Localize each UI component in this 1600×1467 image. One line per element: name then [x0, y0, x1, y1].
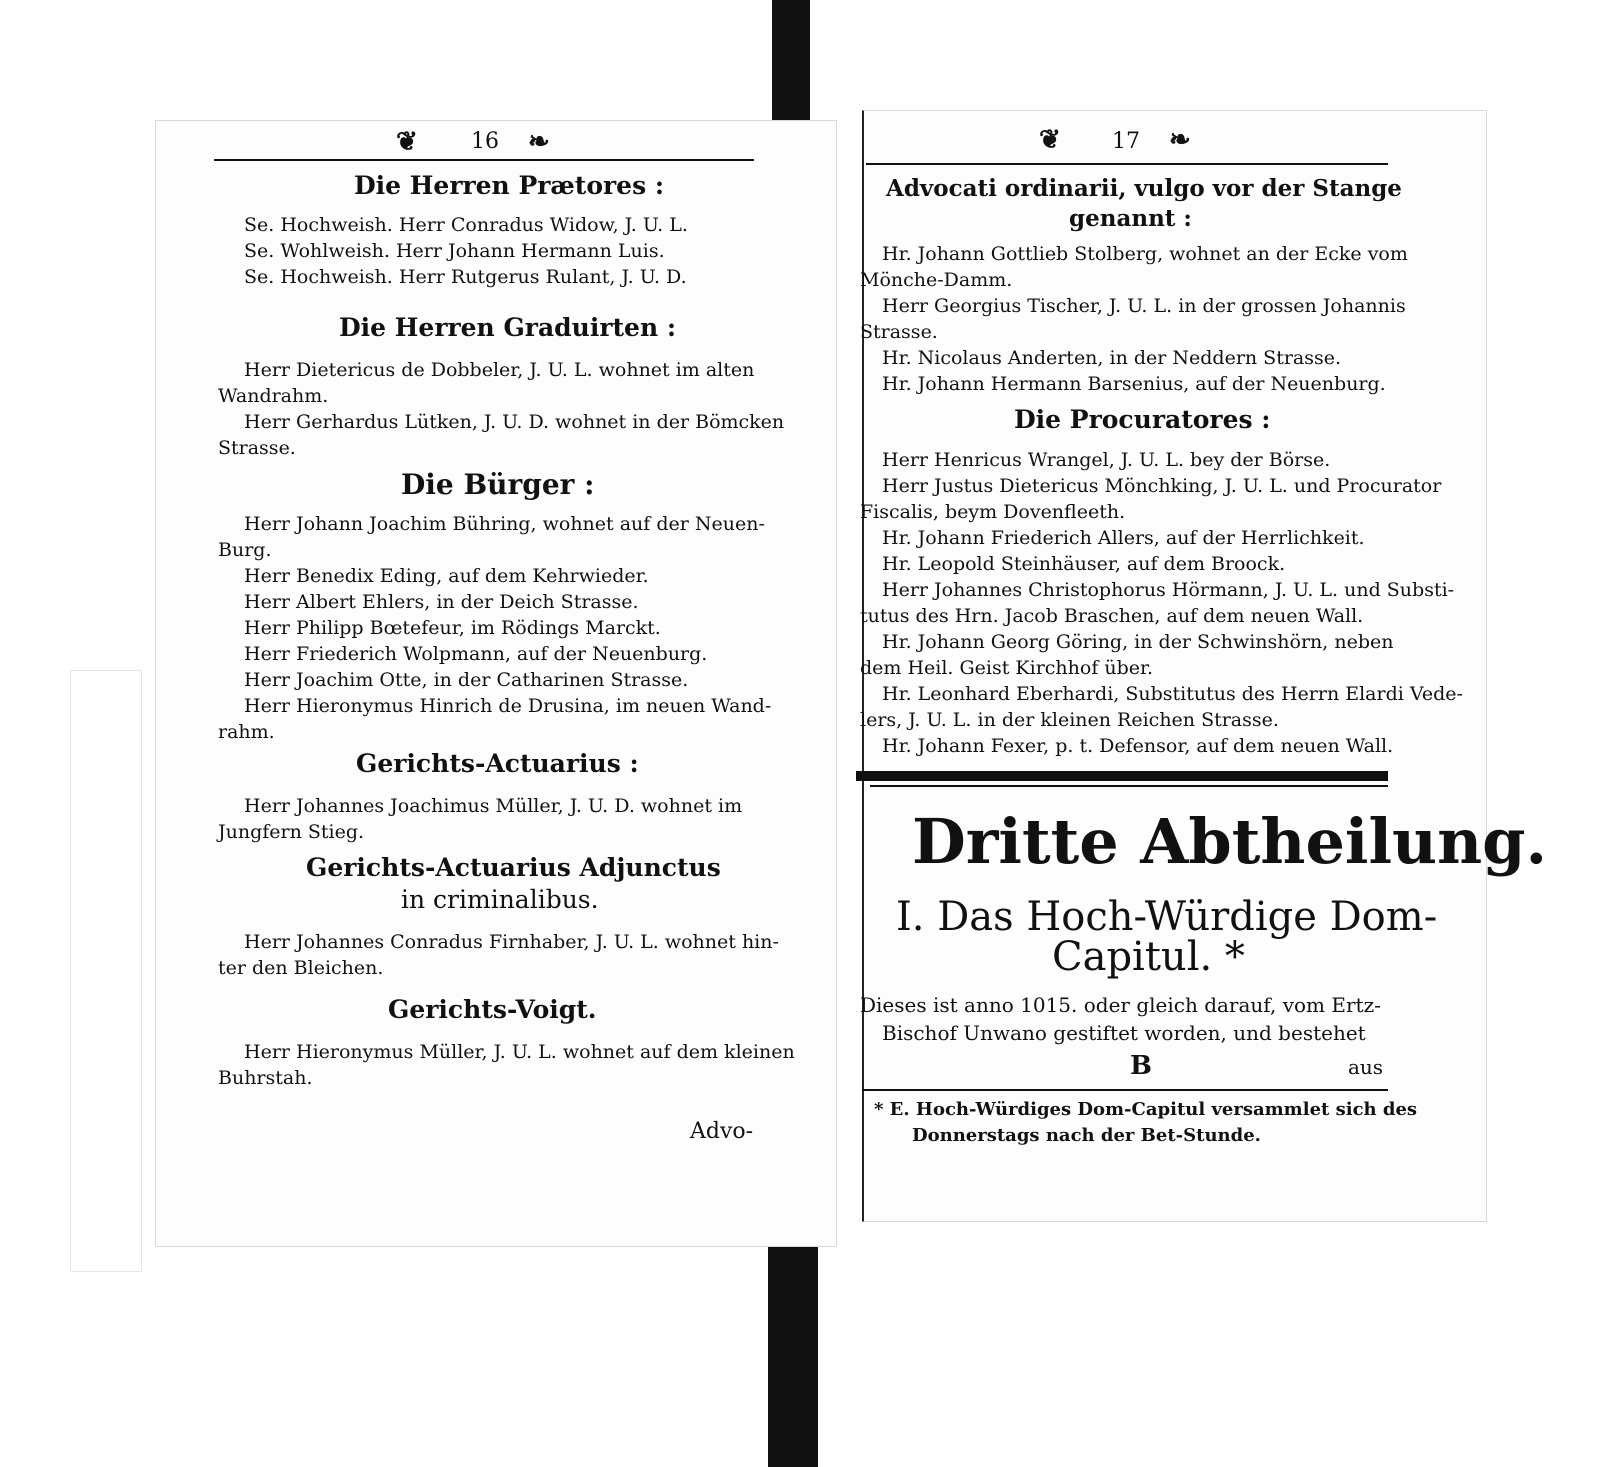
procuratores-line: Herr Justus Dietericus Mönchking, J. U. L. und Procurator	[882, 475, 1442, 497]
subsection-title: I. Das Hoch-Würdige Dom-	[896, 894, 1438, 940]
adjunctus-heading: Gerichts-Actuarius Adjunctus	[306, 853, 721, 882]
graduirten-heading: Die Herren Graduirten :	[339, 313, 677, 342]
procuratores-heading: Die Procuratores :	[1014, 405, 1271, 434]
adjunctus-subheading: in criminalibus.	[401, 885, 599, 914]
procuratores-line: Herr Johannes Christophorus Hörmann, J. U. L. und Substi-	[882, 579, 1455, 601]
buerger-line: Herr Joachim Otte, in der Catharinen Strasse.	[244, 669, 689, 691]
advocati-line: Hr. Johann Hermann Barsenius, auf der Neuenburg.	[882, 373, 1386, 395]
header-rule	[866, 163, 1388, 165]
voigt-line: Buhrstah.	[218, 1067, 313, 1089]
procuratores-line: Hr. Leopold Steinhäuser, auf dem Broock.	[882, 553, 1286, 575]
procuratores-line: Hr. Johann Georg Göring, in der Schwinshörn, neben	[882, 631, 1394, 653]
buerger-line: Herr Albert Ehlers, in der Deich Strasse.	[244, 591, 639, 613]
subsection-title-continued: Capitul. *	[1052, 934, 1245, 980]
adjunctus-line: ter den Bleichen.	[218, 957, 384, 979]
ornament-right-icon: ❧	[528, 127, 548, 157]
graduirten-line: Herr Gerhardus Lütken, J. U. D. wohnet in der Bömcken	[244, 411, 785, 433]
procuratores-line: Fiscalis, beym Dovenfleeth.	[860, 501, 1126, 523]
body-line: Dieses ist anno 1015. oder gleich darauf, vom Ertz-	[860, 993, 1381, 1017]
catchword: Advo-	[690, 1119, 754, 1144]
spine-strip-bottom	[768, 1230, 818, 1467]
praetor-line: Se. Hochweish. Herr Rutgerus Rulant, J. U. D.	[244, 266, 687, 288]
page-number: 17	[1112, 129, 1140, 154]
footnote-line: Donnerstags nach der Bet-Stunde.	[912, 1125, 1261, 1146]
praetor-line: Se. Wohlweish. Herr Johann Hermann Luis.	[244, 240, 665, 262]
graduirten-line: Herr Dietericus de Dobbeler, J. U. L. wohnet im alten	[244, 359, 755, 381]
actuarius-line: Herr Johannes Joachimus Müller, J. U. D. wohnet im	[244, 795, 743, 817]
advocati-line: Mönche-Damm.	[860, 269, 1013, 291]
procuratores-line: dem Heil. Geist Kirchhof über.	[860, 657, 1154, 679]
procuratores-line: Herr Henricus Wrangel, J. U. L. bey der Börse.	[882, 449, 1331, 471]
left-page	[155, 120, 837, 1247]
side-label	[70, 150, 160, 1250]
section-divider-thin	[870, 785, 1388, 787]
actuarius-line: Jungfern Stieg.	[218, 821, 365, 843]
voigt-heading: Gerichts-Voigt.	[388, 995, 597, 1024]
footnote-line: * E. Hoch-Würdiges Dom-Capitul versammlet sich des	[874, 1099, 1418, 1120]
buerger-line: rahm.	[218, 721, 275, 743]
graduirten-line: Wandrahm.	[218, 385, 329, 407]
praetor-line: Se. Hochweish. Herr Conradus Widow, J. U. L.	[244, 214, 688, 236]
buerger-line: Burg.	[218, 539, 272, 561]
catchword: aus	[1348, 1055, 1384, 1079]
adjunctus-line: Herr Johannes Conradus Firnhaber, J. U. L. wohnet hin-	[244, 931, 779, 953]
spine-strip-top	[772, 0, 810, 120]
voigt-line: Herr Hieronymus Müller, J. U. L. wohnet auf dem kleinen	[244, 1041, 795, 1063]
footnote-rule	[862, 1089, 1388, 1091]
page-number: 16	[471, 129, 499, 154]
right-page	[860, 110, 1548, 1222]
buerger-line: Herr Benedix Eding, auf dem Kehrwieder.	[244, 565, 649, 587]
praetores-heading: Die Herren Prætores :	[354, 171, 665, 200]
label-frame	[70, 670, 142, 1272]
header-rule	[214, 159, 754, 161]
actuarius-heading: Gerichts-Actuarius :	[356, 749, 639, 778]
advocati-line: Strasse.	[860, 321, 938, 343]
procuratores-line: lers, J. U. L. in der kleinen Reichen Strasse.	[860, 709, 1279, 731]
procuratores-line: Hr. Leonhard Eberhardi, Substitutus des Herrn Elardi Vede-	[882, 683, 1463, 705]
body-line: Bischof Unwano gestiftet worden, und bestehet	[882, 1021, 1366, 1045]
advocati-line: Herr Georgius Tischer, J. U. L. in der grossen Johannis	[882, 295, 1406, 317]
buerger-line: Herr Johann Joachim Bühring, wohnet auf der Neuen-	[244, 513, 765, 535]
ornament-left-icon: ❦	[1039, 125, 1059, 155]
procuratores-line: Hr. Johann Fexer, p. t. Defensor, auf dem neuen Wall.	[882, 735, 1394, 757]
section-divider-thick	[856, 771, 1388, 781]
advocati-heading-continued: genannt :	[1069, 205, 1192, 232]
procuratores-line: tutus des Hrn. Jacob Braschen, auf dem neuen Wall.	[860, 605, 1364, 627]
procuratores-line: Hr. Johann Friederich Allers, auf der Herrlichkeit.	[882, 527, 1365, 549]
buerger-line: Herr Hieronymus Hinrich de Drusina, im neuen Wand-	[244, 695, 772, 717]
ornament-left-icon: ❦	[396, 127, 416, 157]
ornament-right-icon: ❧	[1169, 125, 1189, 155]
buerger-line: Herr Friederich Wolpmann, auf der Neuenburg.	[244, 643, 708, 665]
signature-mark: B	[1130, 1051, 1152, 1081]
buerger-heading: Die Bürger :	[401, 468, 595, 501]
advocati-line: Hr. Nicolaus Anderten, in der Neddern Strasse.	[882, 347, 1342, 369]
buerger-line: Herr Philipp Bœtefeur, im Rödings Marckt.	[244, 617, 661, 639]
advocati-line: Hr. Johann Gottlieb Stolberg, wohnet an der Ecke vom	[882, 243, 1408, 265]
section-title: Dritte Abtheilung.	[912, 805, 1548, 878]
advocati-heading: Advocati ordinarii, vulgo vor der Stange	[886, 175, 1402, 202]
graduirten-line: Strasse.	[218, 437, 296, 459]
